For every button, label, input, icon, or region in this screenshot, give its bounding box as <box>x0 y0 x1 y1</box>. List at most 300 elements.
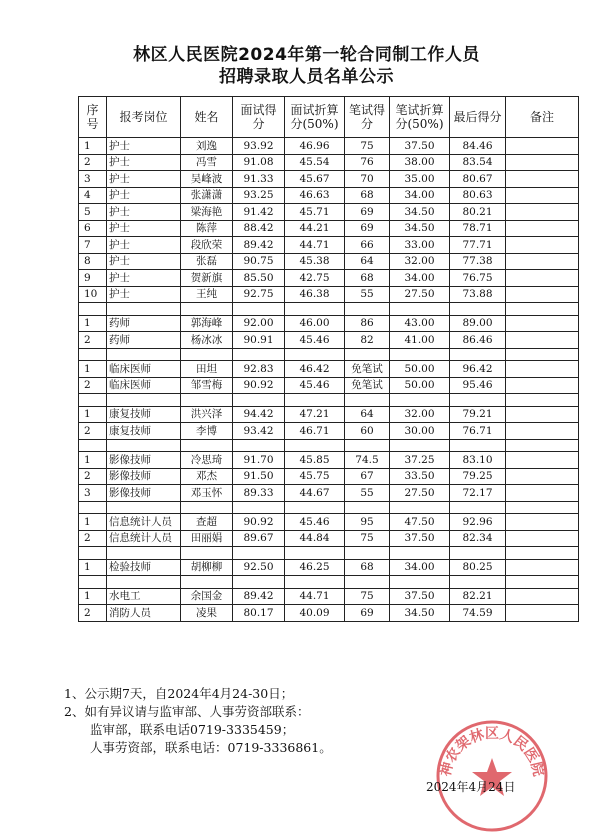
cell-post: 康复技师 <box>107 423 181 440</box>
cell-post: 护士 <box>107 187 181 204</box>
cell-interview-pct: 44.71 <box>285 588 345 605</box>
group-separator-row <box>79 576 579 589</box>
cell-post: 药师 <box>107 315 181 332</box>
cell-name: 冷思琦 <box>181 452 233 469</box>
cell-written-pct: 34.50 <box>390 605 450 622</box>
empty-cell <box>345 547 390 560</box>
cell-final: 79.25 <box>450 468 506 485</box>
cell-remark <box>506 605 579 622</box>
empty-cell <box>345 303 390 316</box>
cell-name: 张磊 <box>181 253 233 270</box>
cell-written-pct: 27.50 <box>390 485 450 502</box>
table-row <box>79 253 579 270</box>
cell-remark <box>506 315 579 332</box>
cell-final: 82.21 <box>450 588 506 605</box>
cell-written: 95 <box>345 514 390 531</box>
cell-post: 信息统计人员 <box>107 514 181 531</box>
cell-written-pct: 50.00 <box>390 377 450 394</box>
empty-cell <box>233 303 285 316</box>
cell-remark <box>506 514 579 531</box>
cell-remark <box>506 530 579 547</box>
empty-cell <box>107 576 181 589</box>
cell-written: 免笔试 <box>345 377 390 394</box>
empty-cell <box>506 303 579 316</box>
cell-name: 邓玉怀 <box>181 485 233 502</box>
cell-final: 79.21 <box>450 406 506 423</box>
cell-remark <box>506 452 579 469</box>
table-row <box>79 530 579 547</box>
cell-remark <box>506 588 579 605</box>
cell-post: 药师 <box>107 332 181 349</box>
cell-no: 1 <box>79 138 107 155</box>
cell-written: 64 <box>345 253 390 270</box>
cell-final: 89.00 <box>450 315 506 332</box>
cell-written: 60 <box>345 423 390 440</box>
footer-line-2: 2、如有异议请与监审部、人事劳资部联系： <box>64 704 310 719</box>
cell-remark <box>506 406 579 423</box>
cell-written-pct: 32.00 <box>390 253 450 270</box>
cell-remark <box>506 423 579 440</box>
cell-interview: 89.33 <box>233 485 285 502</box>
cell-interview-pct: 46.63 <box>285 187 345 204</box>
table-row <box>79 237 579 254</box>
empty-cell <box>450 303 506 316</box>
cell-final: 78.71 <box>450 220 506 237</box>
cell-remark <box>506 485 579 502</box>
cell-written: 55 <box>345 485 390 502</box>
cell-no: 2 <box>79 423 107 440</box>
cell-final: 84.46 <box>450 138 506 155</box>
empty-cell <box>233 576 285 589</box>
cell-name: 贺新旗 <box>181 270 233 287</box>
cell-no: 2 <box>79 154 107 171</box>
cell-name: 吴峰波 <box>181 171 233 188</box>
cell-no: 1 <box>79 406 107 423</box>
cell-written: 76 <box>345 154 390 171</box>
cell-interview: 92.00 <box>233 315 285 332</box>
empty-cell <box>181 547 233 560</box>
cell-post: 水电工 <box>107 588 181 605</box>
empty-cell <box>506 439 579 452</box>
cell-name: 郭海峰 <box>181 315 233 332</box>
cell-post: 护士 <box>107 220 181 237</box>
cell-interview: 94.42 <box>233 406 285 423</box>
empty-cell <box>506 394 579 407</box>
empty-cell <box>233 394 285 407</box>
empty-cell <box>285 439 345 452</box>
empty-cell <box>345 576 390 589</box>
cell-interview: 89.42 <box>233 588 285 605</box>
cell-interview: 80.17 <box>233 605 285 622</box>
cell-written-pct: 50.00 <box>390 361 450 378</box>
cell-final: 80.25 <box>450 559 506 576</box>
cell-no: 8 <box>79 253 107 270</box>
cell-remark <box>506 270 579 287</box>
empty-cell <box>79 439 107 452</box>
header-no: 序号 <box>79 97 107 138</box>
cell-interview: 90.75 <box>233 253 285 270</box>
empty-cell <box>450 348 506 361</box>
cell-written: 82 <box>345 332 390 349</box>
cell-no: 9 <box>79 270 107 287</box>
cell-interview: 93.25 <box>233 187 285 204</box>
cell-remark <box>506 468 579 485</box>
empty-cell <box>107 439 181 452</box>
cell-final: 77.38 <box>450 253 506 270</box>
footer-line-4: 人事劳资部，联系电话：0719-3336861。 <box>90 740 332 755</box>
cell-interview: 93.92 <box>233 138 285 155</box>
cell-written: 68 <box>345 187 390 204</box>
header-written: 笔试得分 <box>345 97 390 138</box>
group-separator-row <box>79 394 579 407</box>
cell-written: 75 <box>345 530 390 547</box>
footer-line-1: 1、公示期7天，自2024年4月24-30日； <box>64 686 294 701</box>
cell-written: 75 <box>345 588 390 605</box>
empty-cell <box>285 501 345 514</box>
table-row <box>79 377 579 394</box>
cell-interview: 90.91 <box>233 332 285 349</box>
cell-interview-pct: 44.21 <box>285 220 345 237</box>
publish-date: 2024年4月24日 <box>426 780 516 794</box>
cell-post: 康复技师 <box>107 406 181 423</box>
cell-written: 免笔试 <box>345 361 390 378</box>
cell-written: 86 <box>345 315 390 332</box>
cell-final: 74.59 <box>450 605 506 622</box>
empty-cell <box>233 439 285 452</box>
cell-interview: 88.42 <box>233 220 285 237</box>
cell-no: 6 <box>79 220 107 237</box>
cell-remark <box>506 253 579 270</box>
empty-cell <box>181 501 233 514</box>
cell-remark <box>506 187 579 204</box>
empty-cell <box>79 394 107 407</box>
cell-written: 69 <box>345 220 390 237</box>
cell-name: 冯雪 <box>181 154 233 171</box>
cell-final: 92.96 <box>450 514 506 531</box>
cell-written-pct: 34.00 <box>390 270 450 287</box>
empty-cell <box>390 439 450 452</box>
cell-written: 70 <box>345 171 390 188</box>
cell-final: 95.46 <box>450 377 506 394</box>
cell-remark <box>506 171 579 188</box>
cell-interview: 89.42 <box>233 237 285 254</box>
cell-interview-pct: 45.46 <box>285 377 345 394</box>
cell-no: 1 <box>79 559 107 576</box>
cell-remark <box>506 138 579 155</box>
cell-remark <box>506 559 579 576</box>
cell-final: 77.71 <box>450 237 506 254</box>
cell-post: 临床医师 <box>107 361 181 378</box>
cell-written-pct: 30.00 <box>390 423 450 440</box>
empty-cell <box>345 501 390 514</box>
empty-cell <box>506 348 579 361</box>
empty-cell <box>450 394 506 407</box>
cell-interview: 91.70 <box>233 452 285 469</box>
cell-written: 55 <box>345 286 390 303</box>
cell-post: 护士 <box>107 286 181 303</box>
cell-interview-pct: 45.85 <box>285 452 345 469</box>
cell-remark <box>506 204 579 221</box>
cell-post: 影像技师 <box>107 452 181 469</box>
cell-name: 邓杰 <box>181 468 233 485</box>
cell-interview: 92.83 <box>233 361 285 378</box>
cell-name: 胡柳柳 <box>181 559 233 576</box>
empty-cell <box>450 576 506 589</box>
cell-remark <box>506 286 579 303</box>
table-row <box>79 514 579 531</box>
cell-post: 护士 <box>107 138 181 155</box>
empty-cell <box>450 439 506 452</box>
cell-name: 段欣荣 <box>181 237 233 254</box>
cell-interview: 91.33 <box>233 171 285 188</box>
cell-name: 杨冰冰 <box>181 332 233 349</box>
cell-interview-pct: 45.46 <box>285 514 345 531</box>
cell-written-pct: 34.00 <box>390 559 450 576</box>
cell-post: 护士 <box>107 270 181 287</box>
cell-remark <box>506 377 579 394</box>
empty-cell <box>181 348 233 361</box>
cell-post: 影像技师 <box>107 485 181 502</box>
table-row <box>79 154 579 171</box>
empty-cell <box>285 348 345 361</box>
cell-post: 护士 <box>107 154 181 171</box>
cell-interview: 92.50 <box>233 559 285 576</box>
empty-cell <box>285 303 345 316</box>
cell-written: 67 <box>345 468 390 485</box>
cell-written: 68 <box>345 559 390 576</box>
empty-cell <box>345 394 390 407</box>
cell-written-pct: 43.00 <box>390 315 450 332</box>
table-row <box>79 485 579 502</box>
empty-cell <box>285 394 345 407</box>
cell-no: 1 <box>79 452 107 469</box>
group-separator-row <box>79 303 579 316</box>
cell-written-pct: 34.50 <box>390 204 450 221</box>
empty-cell <box>390 547 450 560</box>
cell-no: 1 <box>79 588 107 605</box>
cell-interview-pct: 47.21 <box>285 406 345 423</box>
cell-final: 83.54 <box>450 154 506 171</box>
table-row <box>79 588 579 605</box>
header-interview-pct: 面试折算分(50%) <box>285 97 345 138</box>
table-row <box>79 605 579 622</box>
cell-no: 2 <box>79 605 107 622</box>
cell-post: 检验技师 <box>107 559 181 576</box>
cell-written-pct: 38.00 <box>390 154 450 171</box>
empty-cell <box>390 303 450 316</box>
cell-final: 72.17 <box>450 485 506 502</box>
cell-name: 余国金 <box>181 588 233 605</box>
empty-cell <box>107 501 181 514</box>
cell-interview-pct: 40.09 <box>285 605 345 622</box>
cell-interview-pct: 45.54 <box>285 154 345 171</box>
cell-final: 86.46 <box>450 332 506 349</box>
table-row <box>79 559 579 576</box>
cell-interview: 92.75 <box>233 286 285 303</box>
cell-no: 1 <box>79 514 107 531</box>
cell-final: 73.88 <box>450 286 506 303</box>
cell-final: 83.10 <box>450 452 506 469</box>
empty-cell <box>390 576 450 589</box>
cell-written: 74.5 <box>345 452 390 469</box>
empty-cell <box>233 501 285 514</box>
header-written-pct: 笔试折算分(50%) <box>390 97 450 138</box>
empty-cell <box>107 348 181 361</box>
cell-no: 5 <box>79 204 107 221</box>
cell-interview: 93.42 <box>233 423 285 440</box>
cell-name: 邹雪梅 <box>181 377 233 394</box>
cell-written-pct: 33.00 <box>390 237 450 254</box>
group-separator-row <box>79 348 579 361</box>
empty-cell <box>79 303 107 316</box>
cell-interview: 90.92 <box>233 514 285 531</box>
header-remark: 备注 <box>506 97 579 138</box>
table-row <box>79 468 579 485</box>
cell-name: 张潇潇 <box>181 187 233 204</box>
empty-cell <box>390 348 450 361</box>
cell-interview-pct: 46.42 <box>285 361 345 378</box>
cell-final: 82.34 <box>450 530 506 547</box>
header-name: 姓名 <box>181 97 233 138</box>
cell-interview-pct: 44.71 <box>285 237 345 254</box>
cell-interview-pct: 45.75 <box>285 468 345 485</box>
cell-post: 护士 <box>107 171 181 188</box>
cell-interview: 89.67 <box>233 530 285 547</box>
cell-interview-pct: 45.67 <box>285 171 345 188</box>
cell-post: 护士 <box>107 253 181 270</box>
cell-post: 影像技师 <box>107 468 181 485</box>
empty-cell <box>79 547 107 560</box>
cell-written: 69 <box>345 605 390 622</box>
cell-interview-pct: 45.38 <box>285 253 345 270</box>
group-separator-row <box>79 439 579 452</box>
cell-written: 68 <box>345 270 390 287</box>
empty-cell <box>233 547 285 560</box>
group-separator-row <box>79 547 579 560</box>
cell-no: 10 <box>79 286 107 303</box>
cell-interview-pct: 44.84 <box>285 530 345 547</box>
empty-cell <box>79 576 107 589</box>
official-seal <box>432 716 552 836</box>
document-title-line1: 林区人民医院2024年第一轮合同制工作人员 <box>133 45 480 65</box>
cell-no: 2 <box>79 332 107 349</box>
cell-name: 刘逸 <box>181 138 233 155</box>
cell-name: 查超 <box>181 514 233 531</box>
document-title-line2: 招聘录取人员名单公示 <box>219 67 394 87</box>
cell-written: 69 <box>345 204 390 221</box>
cell-name: 凌果 <box>181 605 233 622</box>
empty-cell <box>233 348 285 361</box>
cell-name: 陈萍 <box>181 220 233 237</box>
cell-final: 76.75 <box>450 270 506 287</box>
cell-written-pct: 37.25 <box>390 452 450 469</box>
table-row <box>79 270 579 287</box>
table-row <box>79 423 579 440</box>
result-table <box>78 96 579 622</box>
cell-interview-pct: 46.00 <box>285 315 345 332</box>
cell-no: 2 <box>79 530 107 547</box>
cell-interview-pct: 45.46 <box>285 332 345 349</box>
cell-interview-pct: 42.75 <box>285 270 345 287</box>
group-separator-row <box>79 501 579 514</box>
empty-cell <box>181 576 233 589</box>
cell-final: 80.21 <box>450 204 506 221</box>
table-row <box>79 361 579 378</box>
cell-written: 66 <box>345 237 390 254</box>
cell-remark <box>506 237 579 254</box>
header-final: 最后得分 <box>450 97 506 138</box>
cell-interview-pct: 45.71 <box>285 204 345 221</box>
footer-notes <box>64 685 332 757</box>
cell-interview: 90.92 <box>233 377 285 394</box>
cell-no: 1 <box>79 315 107 332</box>
table-row <box>79 138 579 155</box>
cell-written-pct: 35.00 <box>390 171 450 188</box>
header-interview: 面试得分 <box>233 97 285 138</box>
empty-cell <box>345 348 390 361</box>
cell-written-pct: 37.50 <box>390 138 450 155</box>
cell-post: 消防人员 <box>107 605 181 622</box>
table-row <box>79 406 579 423</box>
table-row <box>79 187 579 204</box>
table-row <box>79 332 579 349</box>
cell-name: 田坦 <box>181 361 233 378</box>
cell-name: 梁海艳 <box>181 204 233 221</box>
empty-cell <box>450 547 506 560</box>
cell-written-pct: 37.50 <box>390 530 450 547</box>
cell-no: 3 <box>79 171 107 188</box>
cell-interview: 85.50 <box>233 270 285 287</box>
cell-final: 80.63 <box>450 187 506 204</box>
cell-written: 64 <box>345 406 390 423</box>
cell-post: 护士 <box>107 204 181 221</box>
empty-cell <box>506 576 579 589</box>
cell-written-pct: 41.00 <box>390 332 450 349</box>
cell-written-pct: 32.00 <box>390 406 450 423</box>
cell-interview-pct: 44.67 <box>285 485 345 502</box>
cell-remark <box>506 154 579 171</box>
cell-written-pct: 37.50 <box>390 588 450 605</box>
cell-written-pct: 34.50 <box>390 220 450 237</box>
cell-no: 7 <box>79 237 107 254</box>
table-row <box>79 452 579 469</box>
cell-post: 护士 <box>107 237 181 254</box>
empty-cell <box>285 547 345 560</box>
empty-cell <box>107 394 181 407</box>
table-row <box>79 171 579 188</box>
cell-name: 田丽娟 <box>181 530 233 547</box>
footer-line-3: 监审部，联系电话0719-3335459； <box>90 722 295 737</box>
cell-written-pct: 27.50 <box>390 286 450 303</box>
cell-name: 王纯 <box>181 286 233 303</box>
table-body <box>79 138 579 622</box>
empty-cell <box>345 439 390 452</box>
empty-cell <box>506 547 579 560</box>
empty-cell <box>107 303 181 316</box>
cell-final: 80.67 <box>450 171 506 188</box>
cell-written-pct: 34.00 <box>390 187 450 204</box>
cell-interview: 91.08 <box>233 154 285 171</box>
empty-cell <box>181 394 233 407</box>
cell-final: 96.42 <box>450 361 506 378</box>
table-row <box>79 315 579 332</box>
cell-remark <box>506 220 579 237</box>
empty-cell <box>506 501 579 514</box>
empty-cell <box>285 576 345 589</box>
table-row <box>79 220 579 237</box>
empty-cell <box>390 501 450 514</box>
cell-interview-pct: 46.71 <box>285 423 345 440</box>
